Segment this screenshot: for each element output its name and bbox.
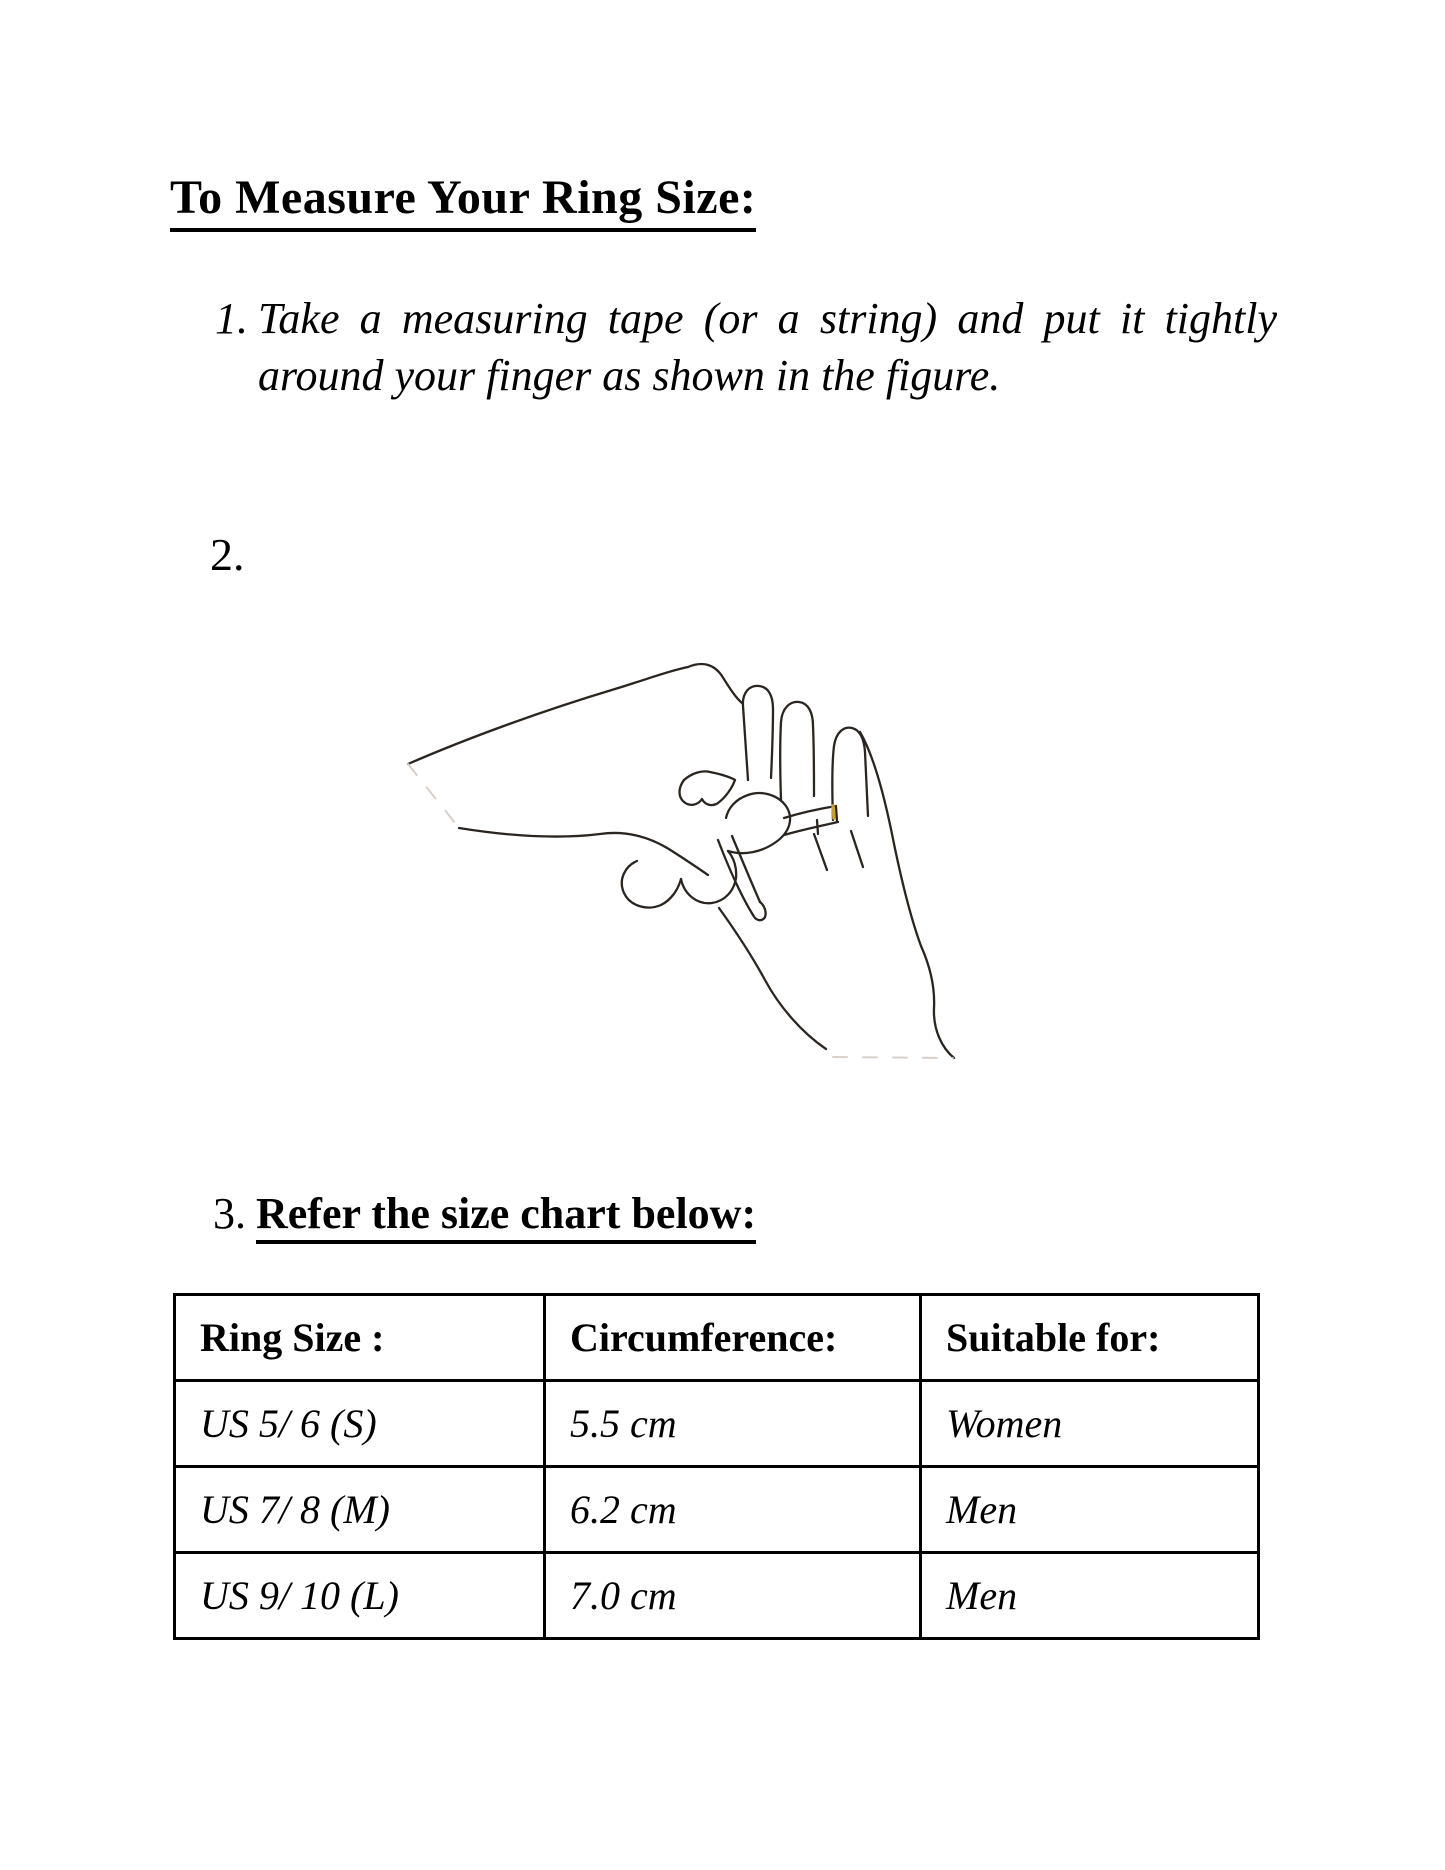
step-3-heading: Refer the size chart below: bbox=[256, 1189, 756, 1244]
step-1-line-2: around your finger as shown in the figure. bbox=[258, 351, 1001, 400]
table-row bbox=[175, 1553, 1259, 1639]
hands-measuring-svg bbox=[340, 640, 960, 1070]
header-ring-size: Ring Size : bbox=[175, 1295, 545, 1381]
cell-ring-size: US 7/ 8 (M) bbox=[175, 1467, 545, 1553]
string-mark bbox=[833, 806, 834, 818]
cell-circumference: 7.0 cm bbox=[545, 1553, 921, 1639]
page-title: To Measure Your Ring Size: bbox=[170, 170, 756, 232]
step-1-number: 1. bbox=[215, 294, 248, 343]
step-2 bbox=[210, 528, 245, 581]
header-suitable-for: Suitable for: bbox=[921, 1295, 1259, 1381]
step-2-number: 2. bbox=[210, 529, 245, 580]
table-row bbox=[175, 1467, 1259, 1553]
cell-ring-size: US 9/ 10 (L) bbox=[175, 1553, 545, 1639]
step-1-line-1: Take a measuring tape (or a string) and put it tightly bbox=[258, 294, 1277, 343]
header-circumference: Circumference: bbox=[545, 1295, 921, 1381]
step-1-text bbox=[258, 290, 1277, 404]
cell-suitable-for: Men bbox=[921, 1467, 1259, 1553]
cell-circumference: 6.2 cm bbox=[545, 1467, 921, 1553]
step-1 bbox=[215, 290, 1277, 404]
step-3-number: 3. bbox=[213, 1189, 246, 1238]
cell-suitable-for: Men bbox=[921, 1553, 1259, 1639]
cell-circumference: 5.5 cm bbox=[545, 1381, 921, 1467]
hands-measuring-illustration bbox=[340, 640, 960, 1070]
ring-size-table bbox=[173, 1293, 1260, 1640]
step-3 bbox=[213, 1188, 756, 1239]
cell-ring-size: US 5/ 6 (S) bbox=[175, 1381, 545, 1467]
cell-suitable-for: Women bbox=[921, 1381, 1259, 1467]
table-header-row bbox=[175, 1295, 1259, 1381]
table-row bbox=[175, 1381, 1259, 1467]
